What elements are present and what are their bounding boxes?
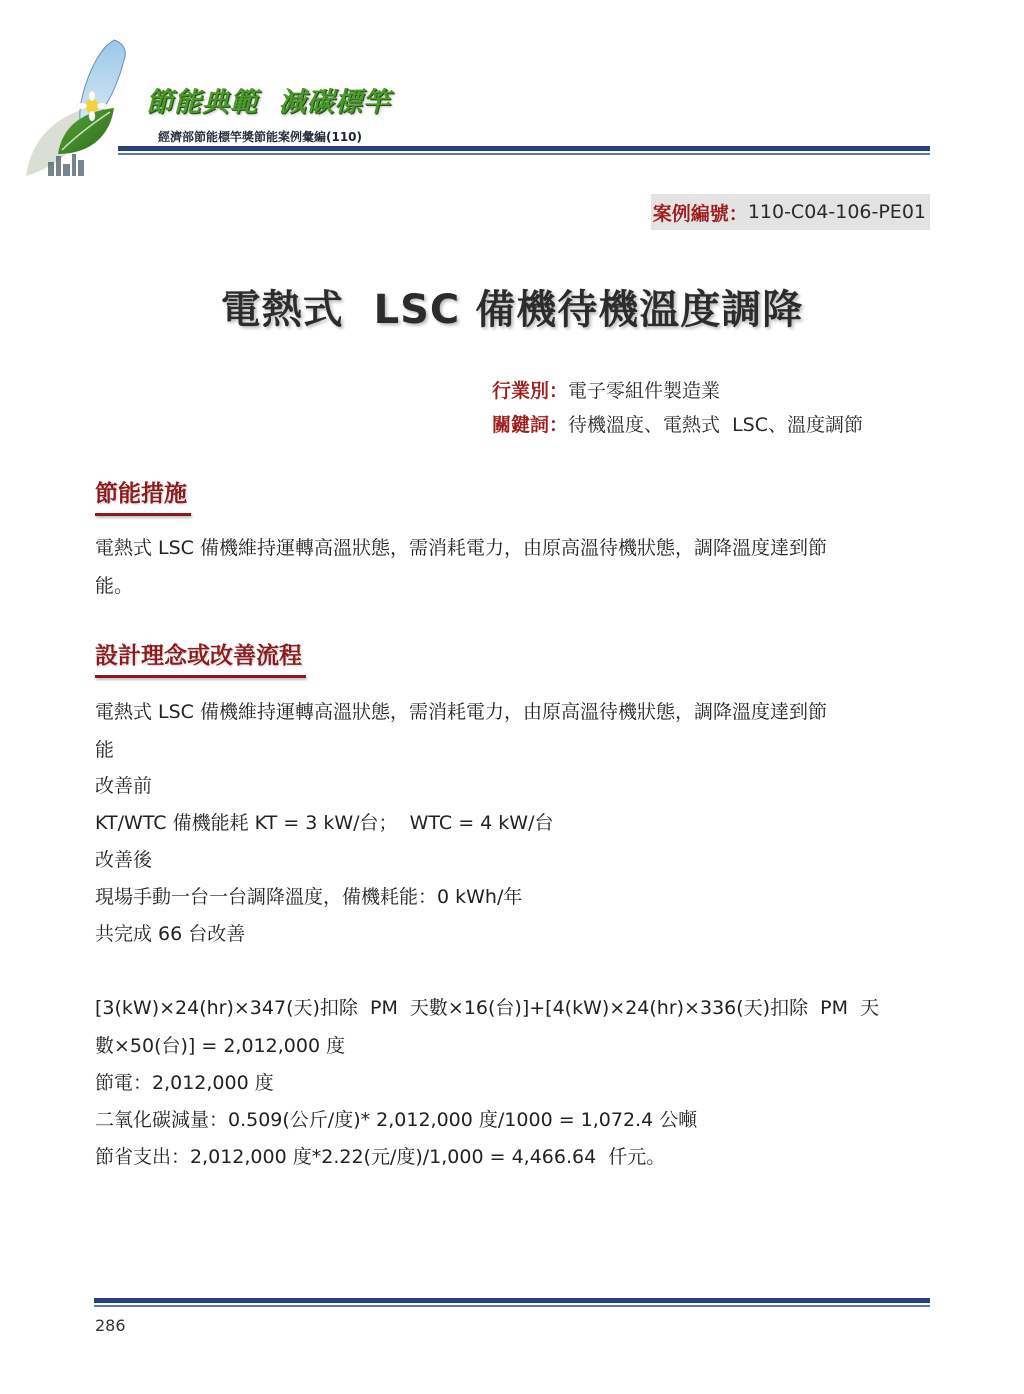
body-line: 能 xyxy=(95,739,115,761)
footer-rule-thin xyxy=(94,1305,930,1307)
body-line: KT/WTC 備機能耗 KT = 3 kW/台； WTC = 4 kW/台 xyxy=(95,812,554,834)
body-line: 節電：2,012,000 度 xyxy=(95,1072,274,1094)
body-line: 數×50(台)] = 2,012,000 度 xyxy=(95,1035,346,1057)
body-line: 改善後 xyxy=(95,849,153,871)
page-number: 286 xyxy=(95,1316,126,1335)
keywords-row xyxy=(492,410,863,437)
keywords-label: 關鍵詞： xyxy=(492,414,569,436)
keywords-value: 待機溫度、電熱式 LSC、溫度調節 xyxy=(568,414,864,436)
industry-label: 行業別： xyxy=(492,380,569,402)
footer-rule xyxy=(94,1298,930,1303)
body-line: 電熱式 LSC 備機維持運轉高溫狀態，需消耗電力，由原高溫待機狀態，調降溫度達到節 xyxy=(95,537,827,559)
body-line: 能。 xyxy=(95,575,134,597)
body-line: 二氧化碳減量：0.509(公斤/度)* 2,012,000 度/1000 = 1,072.4 公噸 xyxy=(95,1109,698,1131)
document-title: 電熱式 LSC 備機待機溫度調降 xyxy=(220,287,804,333)
logo-graphic-icon xyxy=(18,36,143,181)
section-heading-measures: 節能措施 xyxy=(95,475,187,508)
banner-title: 節能典範 減碳標竿 xyxy=(146,87,391,118)
industry-row xyxy=(492,376,720,403)
body-line: [3(kW)×24(hr)×347(天)扣除 PM 天數×16(台)]+[4(kW)×24(hr)×336(天)扣除 PM 天 xyxy=(95,997,880,1019)
case-number-value: 110-C04-106-PE01 xyxy=(747,201,926,223)
section-heading-design: 設計理念或改善流程 xyxy=(95,637,302,670)
taiwan-leaf-logo xyxy=(18,36,143,181)
body-line: 電熱式 LSC 備機維持運轉高溫狀態，需消耗電力，由原高溫待機狀態，調降溫度達到節 xyxy=(95,701,827,723)
case-number-label: 案例編號： xyxy=(652,202,748,225)
body-line: 共完成 66 台改善 xyxy=(95,923,246,945)
header-rule xyxy=(118,146,930,151)
body-line: 節省支出：2,012,000 度*2.22(元/度)/1,000 = 4,466.64 仟元。 xyxy=(95,1146,666,1168)
industry-value: 電子零組件製造業 xyxy=(568,380,721,402)
body-line: 改善前 xyxy=(95,775,153,797)
body-line: 現場手動一台一台調降溫度，備機耗能：0 kWh/年 xyxy=(95,886,523,908)
case-number-box xyxy=(651,194,930,230)
header-rule-thin xyxy=(118,153,930,155)
banner-subtitle: 經濟部節能標竿獎節能案例彙編(110) xyxy=(158,130,363,144)
